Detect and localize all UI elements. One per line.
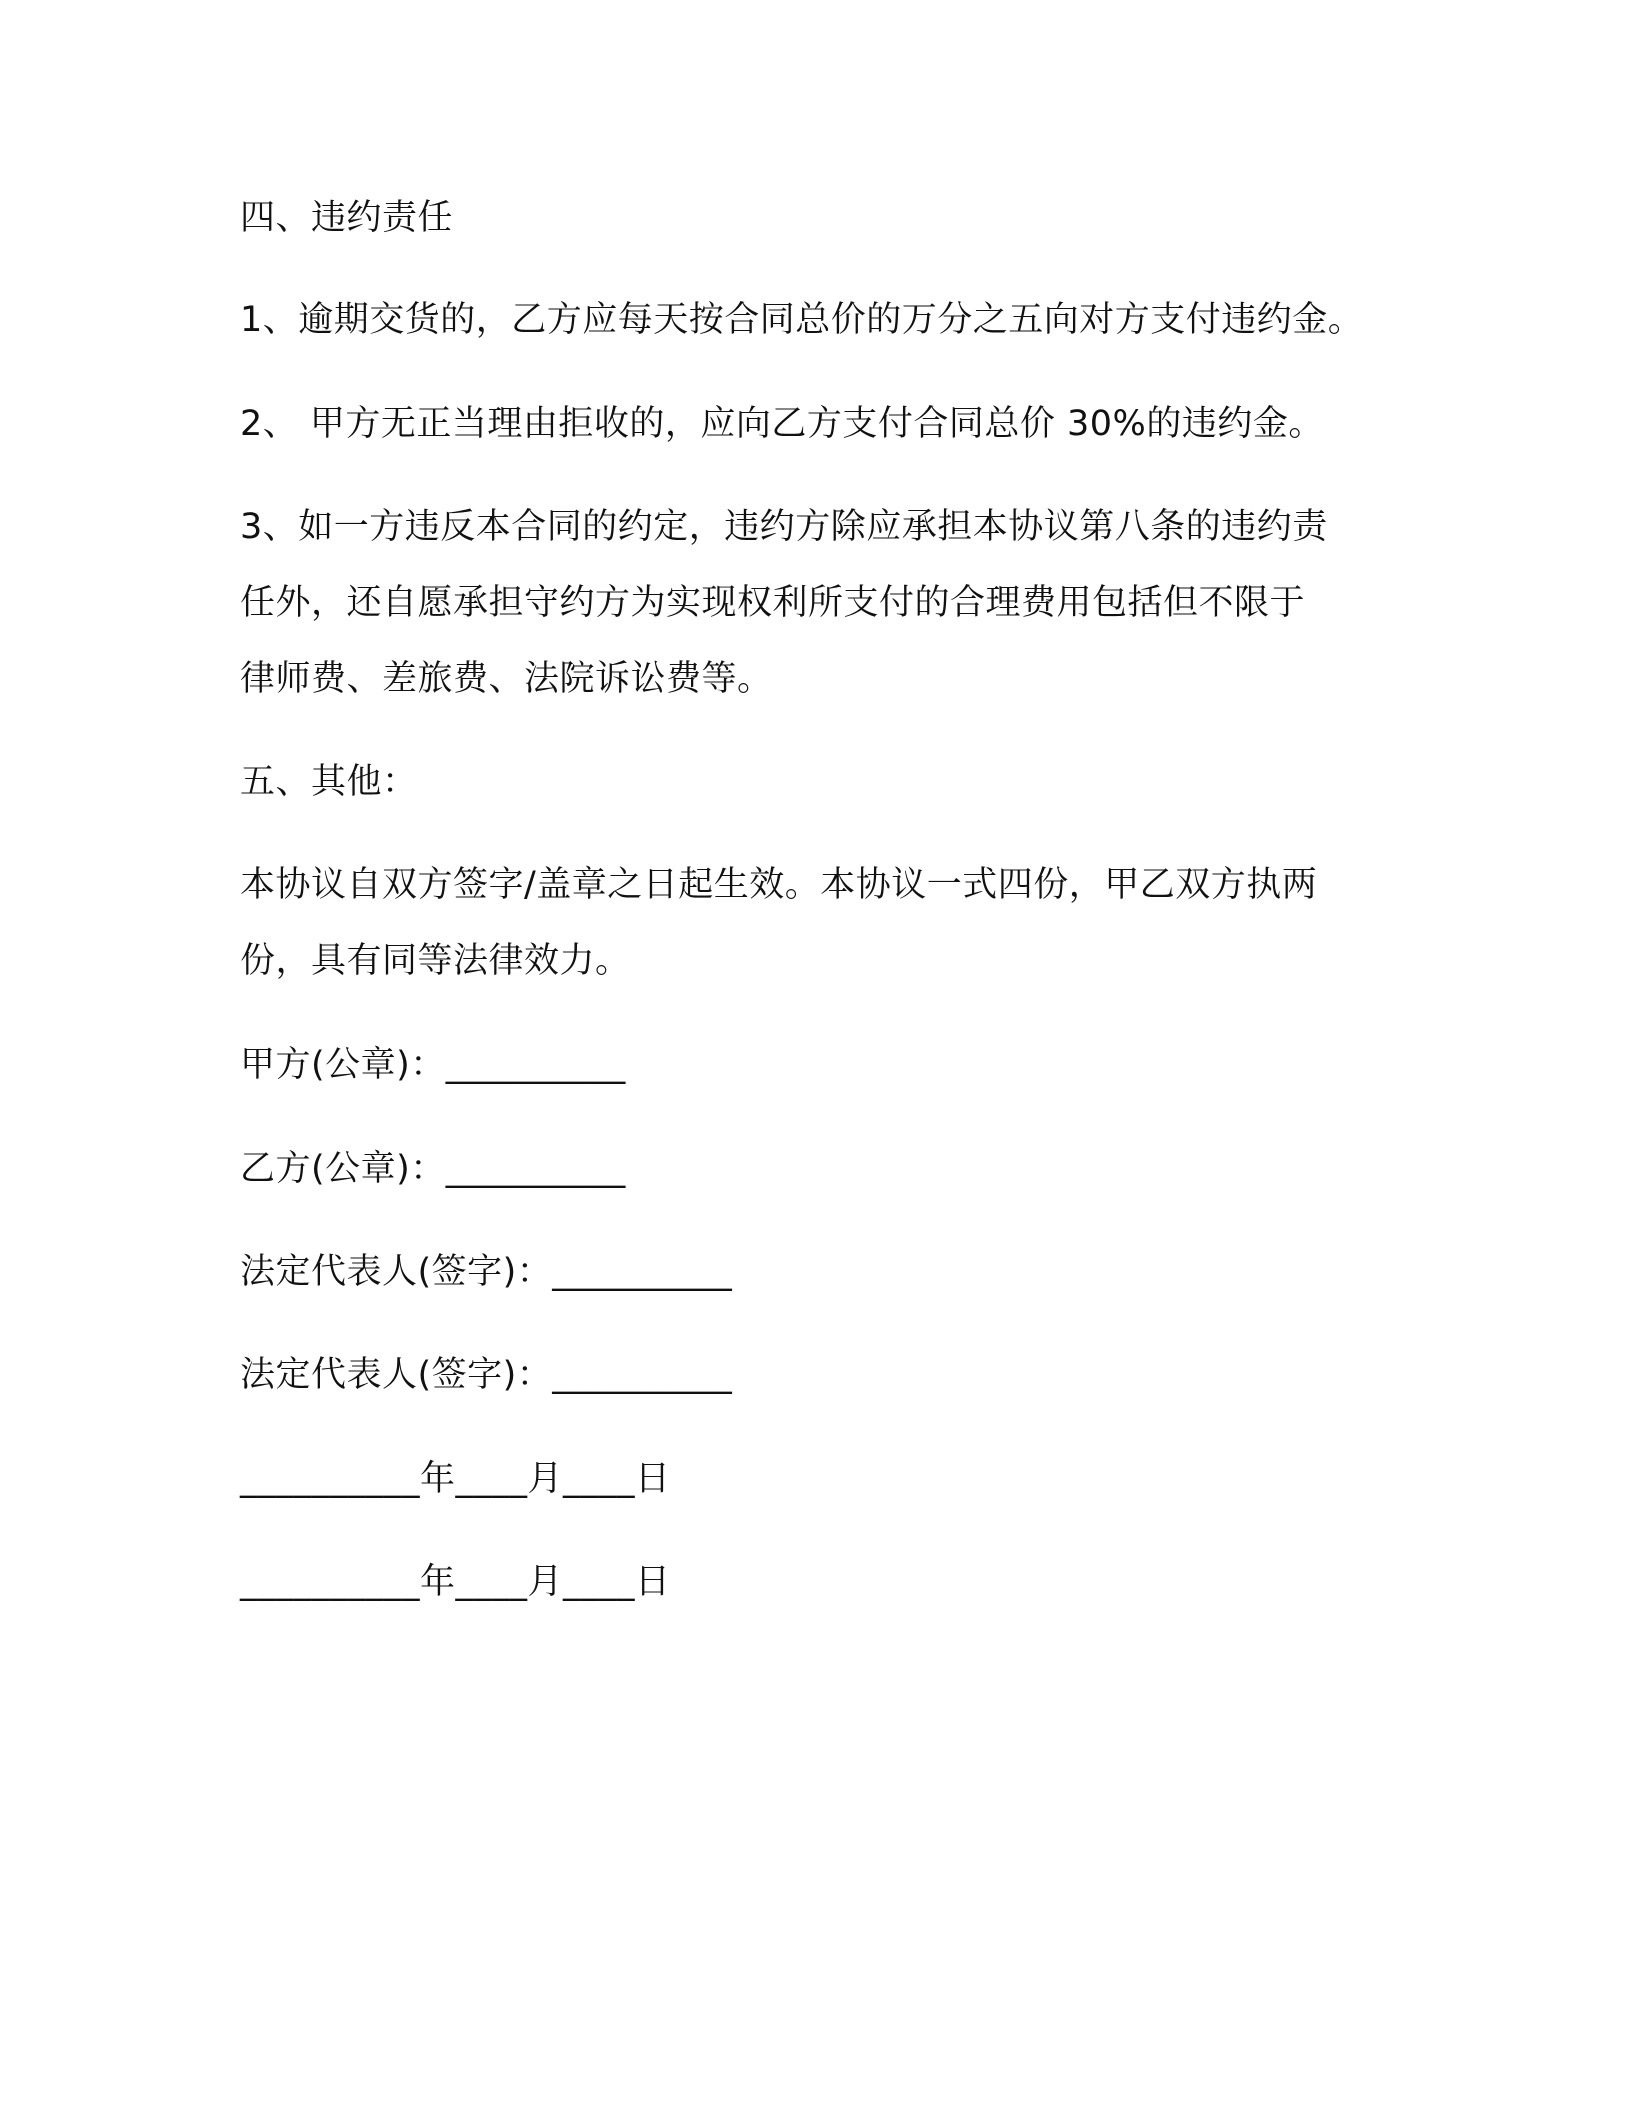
date-field-1: __________年____月____日 [240,1459,671,1499]
clause-4-3-line-1: 3、如一方违反本合同的约定，违约方除应承担本协议第八条的违约责 [240,507,1328,547]
party-b-seal-field: 乙方(公章)：__________ [240,1149,626,1189]
section-4-heading: 四、违约责任 [240,198,454,238]
party-a-seal-field: 甲方(公章)：__________ [240,1045,626,1085]
clause-4-3-line-3: 律师费、差旅费、法院诉讼费等。 [240,659,773,699]
date-field-2: __________年____月____日 [240,1562,671,1602]
section-5-para-line-1: 本协议自双方签字/盖章之日起生效。本协议一式四份，甲乙双方执两 [240,865,1318,905]
legal-representative-signature-1: 法定代表人(签字)：__________ [240,1252,733,1292]
legal-representative-signature-2: 法定代表人(签字)：__________ [240,1355,733,1395]
clause-4-1: 1、逾期交货的，乙方应每天按合同总价的万分之五向对方支付违约金。 [240,300,1364,340]
section-5-heading: 五、其他： [240,762,418,802]
clause-4-3-line-2: 任外，还自愿承担守约方为实现权利所支付的合理费用包括但不限于 [240,583,1306,623]
clause-4-2: 2、 甲方无正当理由拒收的，应向乙方支付合同总价 30%的违约金。 [240,404,1324,444]
section-5-para-line-2: 份，具有同等法律效力。 [240,941,631,981]
